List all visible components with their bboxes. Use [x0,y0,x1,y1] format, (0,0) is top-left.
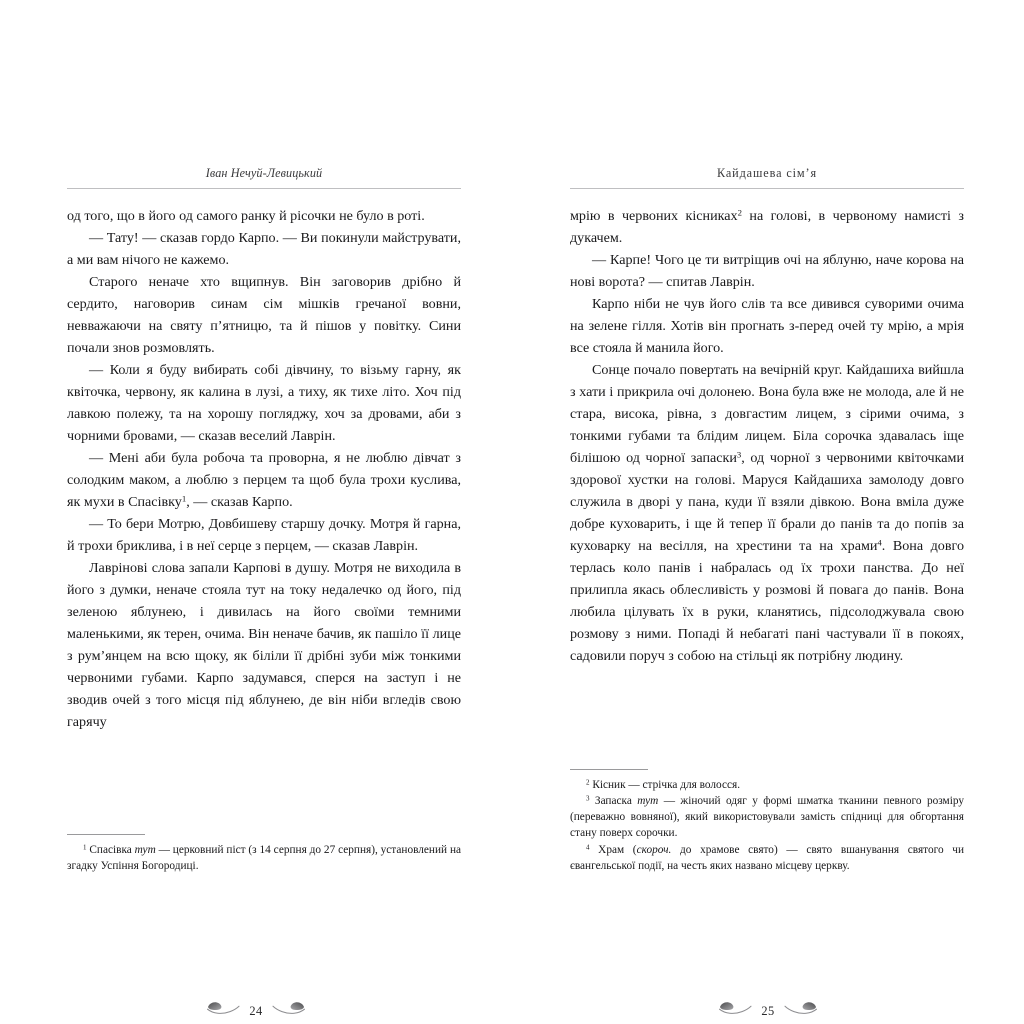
paragraph: — Тату! — сказав гордо Карпо. — Ви покинули майструвати, а ми вам нічого не кажемо. [67,230,461,268]
paragraph-with-footnote-refs [570,359,964,667]
left-page-text-block [67,165,461,874]
paragraph: — Карпе! Чого це ти витріщив очі на яблуню, наче корова на нові ворота? — спитав Лаврін. [570,252,964,290]
leaf-swirl-ornament-left [206,1000,240,1022]
paragraph-text: Сонце почало повертать на вечірній круг. Кайдашиха вийшла з хати і прикрила очі долонею. Вона була вже не молода, але й не стара, висока, рівна, з довгастим лицем, з сірими очима, з тонкими губами та блідим лицем. Біла сорочка здавалась іще білішою од чорної запаски [570,362,964,466]
footnote-ref-1[interactable]: 1 [181,493,187,504]
leaf-swirl-ornament-right [272,1000,306,1022]
footnote-separator-rule [570,769,648,770]
footnote-text-tail: — церковний піст (з 14 серпня до 27 серпня), установлений на згадку Успіння Богородиці. [67,843,461,872]
paragraph-with-footnote-ref [570,205,964,249]
leaf-swirl-ornament-left [718,1000,752,1022]
footnote-marker-1: 1 [83,842,87,851]
footnote-text-tail: — жіночий одяг у формі шматка тканини певного розміру (переважно вовняної), який використовували замість спідниці для обгортання стану поверх сорочки. [570,794,964,840]
footnote-text: Спасівка [86,843,135,856]
right-page-body [570,205,964,667]
folio-right [512,998,1024,1024]
footnote-item [570,777,964,793]
paragraph-text-tail: на голові, в червоному намисті з дукачем. [570,208,964,246]
footnote-item [67,842,461,874]
paragraph-text-tail: . Вона довго терлась коло панів і набралась од їх трохи панства. До неї прилипла якась облесливість у розмові й повага до панів. Вона любила цілувать їх в руки, кланятись, підсолоджувала свою розмову з ними. Попаді й небагаті пані частували її в покоях, садовили поруч з собою на стільці як потрібну людину. [570,538,964,664]
paragraph-with-footnote-ref [67,447,461,513]
footnote-text: Кісник — стрічка для волосся. [589,778,741,791]
footnote-ref-3[interactable]: 3 [736,449,742,460]
paragraph: од того, що в його од самого ранку й рісочки не було в роті. [67,208,425,224]
footnote-item [570,842,964,874]
leaf-swirl-ornament-right [784,1000,818,1022]
paragraph: — Коли я буду вибирать собі дівчину, то візьму гарну, як квіточка, червону, як калина в лузі, а тиху, як тихе літо. Хоч під лавкою полежу, та на хорошу погляджу, хоч за дровами, аби з чорними бровами, — сказав веселий Лаврін. [67,362,461,444]
footnote-ref-4[interactable]: 4 [877,537,882,548]
running-head-author: Іван Нечуй-Левицький [205,166,323,180]
left-page-body [67,205,461,733]
footnote-marker-4: 4 [586,842,590,851]
paragraph-text-tail: , — сказав Карпо. [186,494,293,510]
paragraph: Карпо ніби не чув його слів та все дивився суворими очима на зелене гілля. Хотів він прогнать з-перед очей ту мрію, а мрія все стояла й манила його. [570,296,964,356]
paragraph: — То бери Мотрю, Довбишеву старшу дочку. Мотря й гарна, й трохи бриклива, і в неї серце з перцем, — сказав Лаврін. [67,516,461,554]
footnote-marker-3: 3 [586,794,590,803]
footnote-separator-rule [67,834,145,835]
paragraph: Лаврінові слова запали Карпові в душу. Мотря не виходила в його з думки, неначе стояла тут на току недалечко од його, під зеленою яблунею, і дивилась на його своїми темними маленькими, як терен, очима. Він неначе бачив, як пашіло її лице з рум’янцем на всю щоку, як біліли її дрібні зуби між тонкими червоними губами. Карпо задумався, сперся на заступ і не зводив очей з того місця під яблунею, де він ніби вгледів свою гарячу [67,560,461,730]
right-page [512,0,1024,1024]
running-head-rule-right [570,188,964,189]
page-number-right: 25 [761,1003,775,1018]
right-page-text-block [570,165,964,874]
paragraph-text: — Мені аби була робоча та проворна, я не люблю дівчат з солодким маком, а люблю з перцем та щоб була трохи куслива, як мухи в Спасівку [67,450,461,510]
footnote-marker-2: 2 [586,778,590,787]
footnote-emphasis: тут [134,843,156,856]
running-head-rule-left [67,188,461,189]
page-number-left: 24 [249,1003,263,1018]
running-head-title: Кайдашева сім’я [716,166,818,180]
right-page-footnotes [570,769,964,874]
left-page-footnotes [67,834,461,874]
footnote-emphasis: скороч. [636,843,672,856]
footnote-text: Запаска [589,794,638,807]
paragraph-text: мрію в червоних кісниках [570,208,738,224]
paragraph: Старого неначе хто вщипнув. Він заговорив дрібно й сердито, наговорив синам сім мішків гречаної вовни, невважаючи на святу п’ятницю, та й пішов у повітку. Сини почали знов розмовлять. [67,274,461,356]
footnote-text-tail: до храмове свято) — свято вшанування святого чи євангельської події, на честь яких названо місцеву церкву. [570,843,964,872]
folio-left [0,998,512,1024]
footnote-ref-2[interactable]: 2 [737,207,742,218]
paragraph-text-mid: , од чорної з червоними квіточками здорової хустки на голові. Маруся Кайдашиха замолоду довго служила в дворі у пана, куди її взяли дівкою. Вона вміла дуже добре куховарить, і ще й тепер її брали до панів та до попів за куховарку на весілля, на хрестини та на храми [570,450,964,554]
footnote-item [570,793,964,842]
footnote-text: Храм ( [589,843,637,856]
footnote-emphasis: тут [637,794,659,807]
